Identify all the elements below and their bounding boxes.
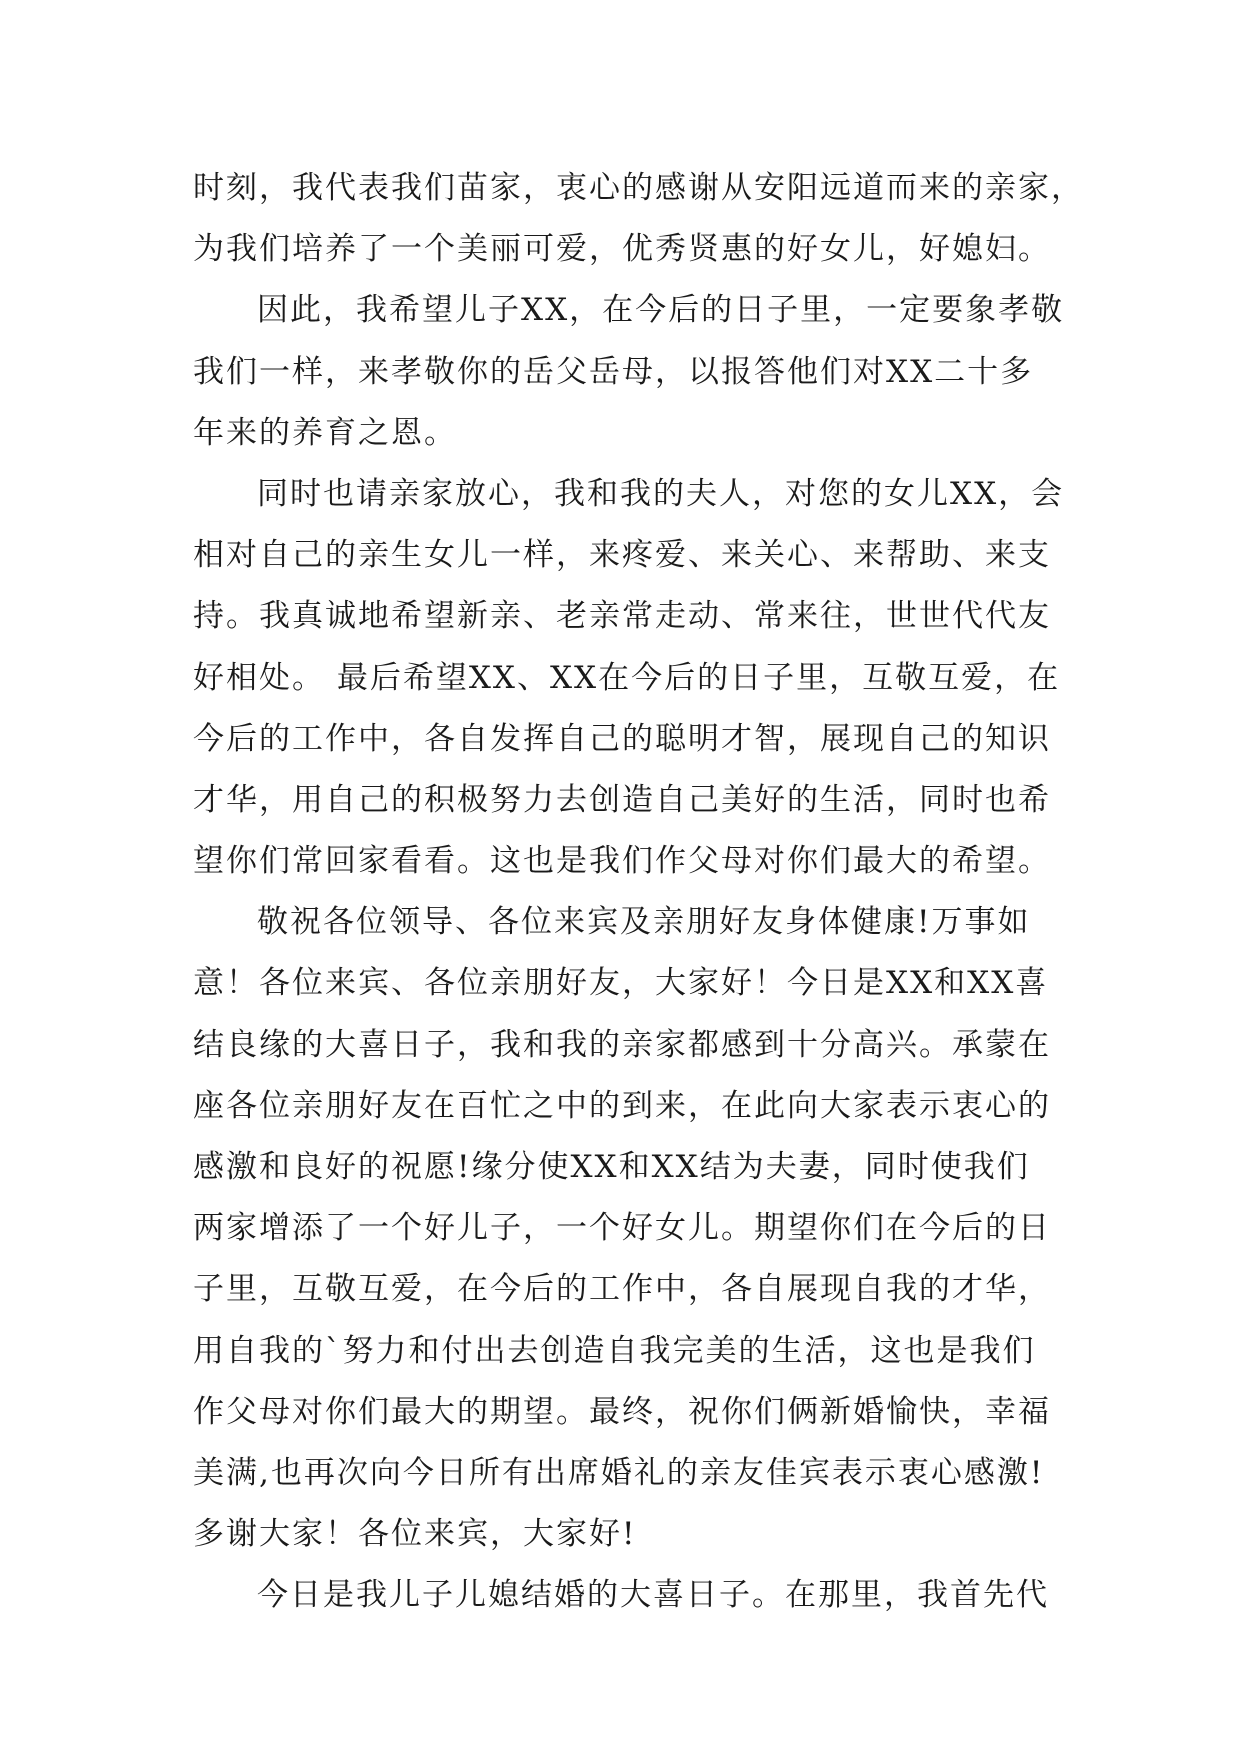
text-line: 美满,也再次向今日所有出席婚礼的亲友佳宾表示衷心感激! (193, 1454, 1045, 1491)
text-line: 多谢大家！各位来宾，大家好! (193, 1516, 637, 1553)
text-line: 感激和良好的祝愿!缘分使XX和XX结为夫妻，同时使我们 (193, 1149, 1030, 1185)
text-line: 望你们常回家看看。这也是我们作父母对你们最大的希望。 (193, 843, 1051, 880)
text-line: 相对自己的亲生女儿一样，来疼爱、来关心、来帮助、来支 (193, 537, 1051, 574)
text-line: 作父母对你们最大的期望。最终，祝你们俩新婚愉快，幸福 (193, 1393, 1051, 1430)
text-line: 我们一样，来孝敬你的岳父岳母，以报答他们对XX二十多 (193, 353, 1034, 390)
text-line: 结良缘的大喜日子，我和我的亲家都感到十分高兴。承蒙在 (193, 1026, 1051, 1063)
text-line: 用自我的`努力和付出去创造自我完美的生活，这也是我们 (193, 1332, 1036, 1369)
text-line: 意！各位来宾、各位亲朋好友，大家好！今日是XX和XX喜 (193, 965, 1049, 1002)
text-line: 敬祝各位领导、各位来宾及亲朋好友身体健康!万事如 (257, 904, 1031, 941)
text-line: 同时也请亲家放心，我和我的夫人，对您的女儿XX，会 (257, 475, 1065, 512)
text-line: 子里，互敬互爱，在今后的工作中，各自展现自我的才华， (193, 1271, 1051, 1308)
text-line: 两家增添了一个好儿子，一个好女儿。期望你们在今后的日 (193, 1210, 1051, 1247)
document-body (193, 158, 1084, 1627)
text-line: 好相处。 最后希望XX、XX在今后的日子里，互敬互爱，在 (193, 659, 1061, 696)
text-line: 为我们培养了一个美丽可爱，优秀贤惠的好女儿，好媳妇。 (193, 231, 1051, 268)
text-line: 年来的养育之恩。 (193, 414, 457, 451)
text-line: 时刻，我代表我们苗家，衷心的感谢从安阳远道而来的亲家， (193, 170, 1084, 206)
text-line: 才华，用自己的积极努力去创造自己美好的生活，同时也希 (193, 781, 1051, 818)
text-line: 因此，我希望儿子XX，在今后的日子里，一定要象孝敬 (257, 292, 1065, 329)
text-line: 座各位亲朋好友在百忙之中的到来，在此向大家表示衷心的 (193, 1087, 1051, 1124)
text-line: 持。我真诚地希望新亲、老亲常走动、常来往，世世代代友 (193, 598, 1051, 635)
text-line: 今后的工作中，各自发挥自己的聪明才智，展现自己的知识 (193, 720, 1051, 757)
text-line: 今日是我儿子儿媳结婚的大喜日子。在那里，我首先代 (257, 1577, 1049, 1614)
